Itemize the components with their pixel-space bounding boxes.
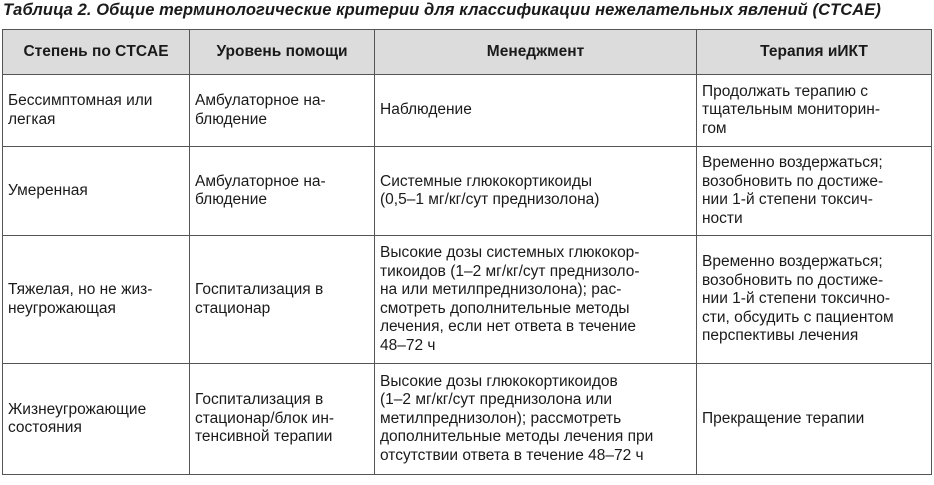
- header-management: Менеджмент: [375, 30, 697, 75]
- therapy-text: Временно воздержаться; возобновить по достиже- нии 1-й степени токсич- ности: [702, 154, 884, 227]
- management-cell: [375, 236, 697, 364]
- grade-cell: [3, 147, 190, 236]
- header-therapy: Терапия иИКТ: [697, 30, 932, 75]
- management-text: Высокие дозы глюкокортикоидов (1–2 мг/кг/сут преднизолона или метилпреднизолон); рассмотреть дополнительные методы лечения при отсутствии ответа в течение 48–72 ч: [380, 372, 654, 464]
- therapy-cell: [697, 364, 932, 475]
- management-cell: [375, 364, 697, 475]
- care-cell: [190, 75, 375, 147]
- grade-cell: [3, 75, 190, 147]
- care-cell: [190, 236, 375, 364]
- therapy-text: Прекращение терапии: [702, 409, 865, 427]
- grade-cell: [3, 236, 190, 364]
- grade-text: Тяжелая, но не жиз- неугрожающая: [8, 281, 153, 317]
- therapy-cell: [697, 236, 932, 364]
- header-care-level: Уровень помощи: [190, 30, 375, 75]
- grade-cell: [3, 364, 190, 475]
- table-row: [3, 147, 932, 236]
- care-text: Амбулаторное на- блюдение: [195, 172, 326, 208]
- table-row: [3, 75, 932, 147]
- care-cell: [190, 147, 375, 236]
- grade-text: Бессимптомная или легкая: [8, 92, 153, 128]
- care-text: Госпитализация в стационар: [195, 281, 324, 317]
- therapy-cell: [697, 147, 932, 236]
- therapy-text: Продолжать терапию с тщательным мониторин- гом: [702, 82, 880, 137]
- management-text: Системные глюкокортикоиды (0,5–1 мг/кг/сут преднизолона): [380, 172, 600, 208]
- management-text: Наблюдение: [380, 101, 472, 119]
- care-cell: [190, 364, 375, 475]
- therapy-text: Временно воздержаться; возобновить по достиже- нии 1-й степени токсично- сти, обсудить с пациентом перспективы лечения: [702, 253, 894, 345]
- care-text: Госпитализация в стационар/блок ин- тенсивной терапии: [195, 391, 335, 446]
- ctcae-table: [2, 29, 932, 475]
- management-cell: [375, 75, 697, 147]
- grade-text: Жизнеугрожающие состояния: [8, 400, 147, 436]
- management-cell: [375, 147, 697, 236]
- header-grade: Степень по CTCAE: [3, 30, 190, 75]
- grade-text: Умеренная: [8, 181, 88, 199]
- table-row: [3, 364, 932, 475]
- table-caption: Таблица 2. Общие терминологические критерии для классификации нежелательных явлений (CTCAE): [3, 1, 882, 19]
- table-row: [3, 236, 932, 364]
- care-text: Амбулаторное на- блюдение: [195, 92, 326, 128]
- management-text: Высокие дозы системных глюкокор- тикоидов (1–2 мг/кг/сут преднизоло- на или метилпреднизолона); рас- смотреть дополнительные методы лечения, если нет ответа в течение 48–72 ч: [380, 244, 640, 354]
- header-row: [3, 30, 932, 75]
- therapy-cell: [697, 75, 932, 147]
